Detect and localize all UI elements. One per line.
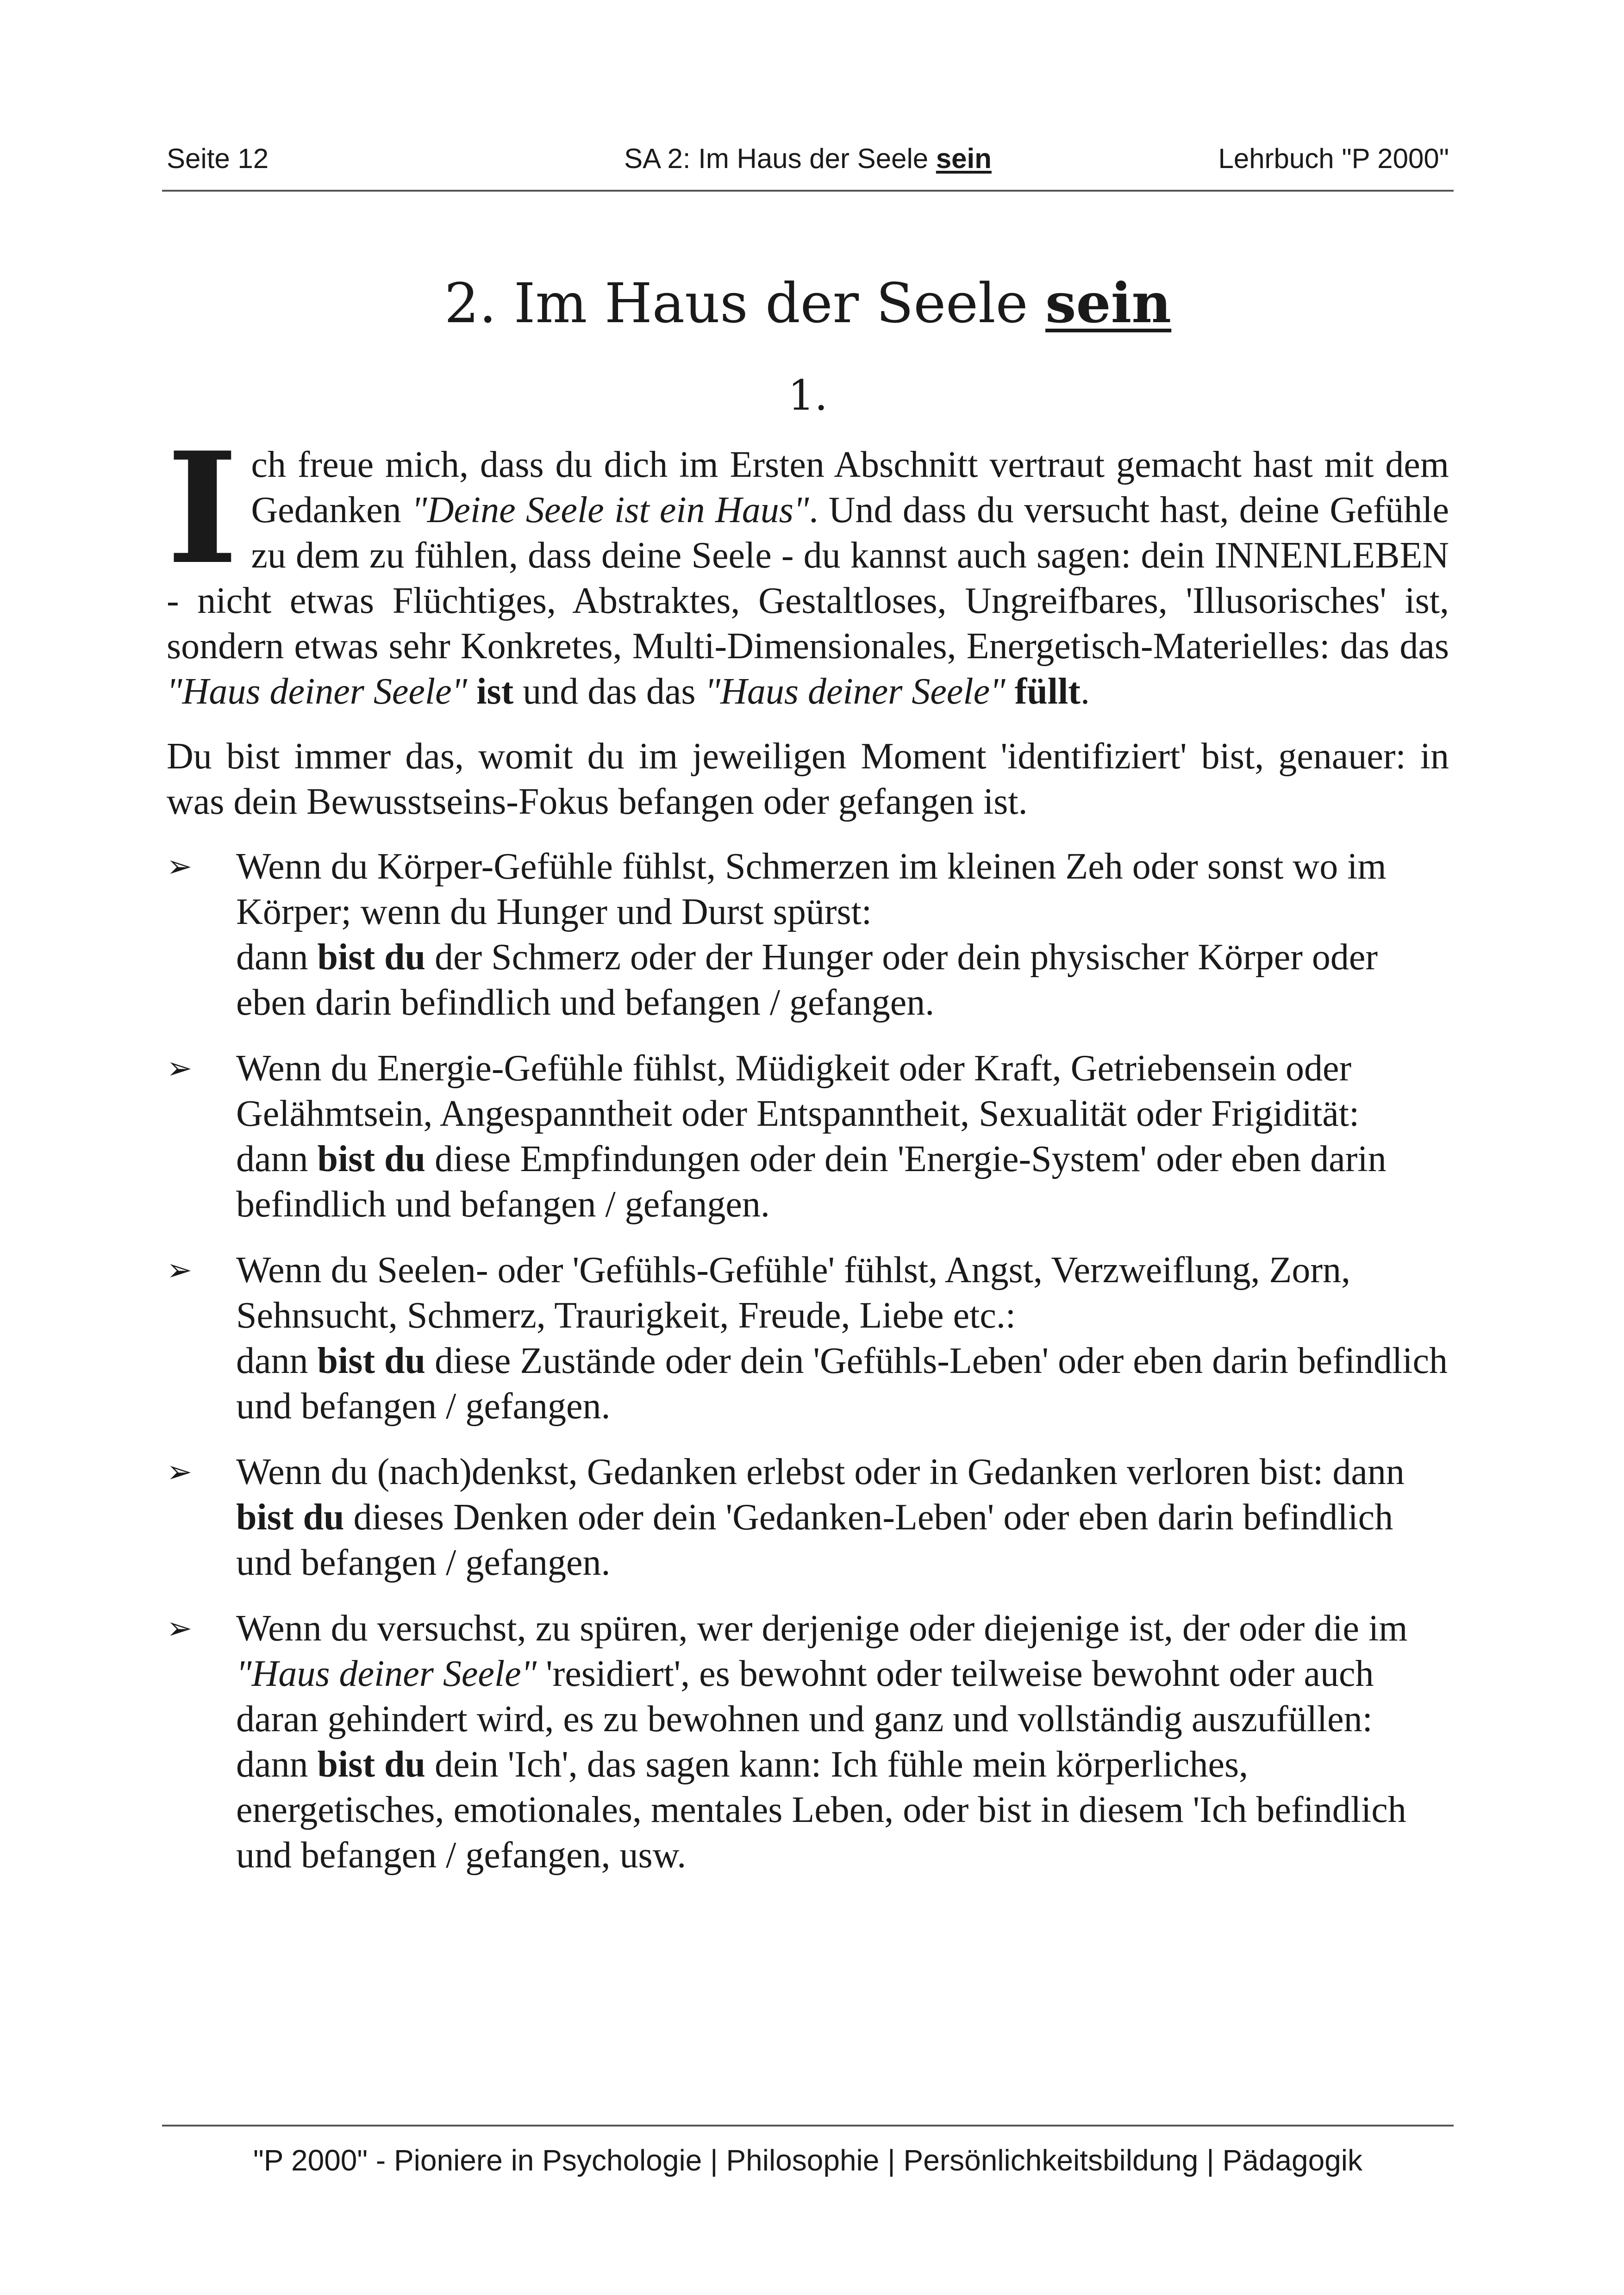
item-text [236,1606,1449,1742]
item-conclusion [236,1742,1449,1878]
item-text: Wenn du Energie-Gefühle fühlst, Müdigkeit oder Kraft, Getriebensein oder Gelähmtsein, Angespanntheit oder Entspanntheit, Sexualität oder Frigidität: [236,1048,1360,1134]
item-bold: bist du [317,1139,425,1179]
intro-text-a: ch freue mich, dass du dich im Ersten Abschnitt vertraut gemacht hast mit dem Gedanken [251,444,1449,530]
item-conclusion [236,935,1449,1025]
list-item [167,1606,1449,1878]
intro-bold-ist: ist [476,671,514,712]
second-paragraph: Du bist immer das, womit du im jeweiligen Moment 'identifiziert' bist, genauer: in was dein Bewusstseins-Fokus befangen oder gefangen ist. [167,736,1449,822]
item-text: Wenn du Seelen- oder 'Gefühls-Gefühle' fühlst, Angst, Verzweiflung, Zorn, Sehnsucht, Schmerz, Traurigkeit, Freude, Liebe etc.: [236,1250,1350,1336]
subsection-number: 1. [788,371,828,420]
item-bold: bist du [317,1341,425,1381]
running-title-emph: sein [936,143,992,174]
intro-text-c: . Und dass du versucht hast, deine Gefühle zu dem zu fühlen, dass deine Seele - du kannst auch sagen: dein INNENLEBEN - nicht etwas Flüchtiges, Abstraktes, Gestaltloses, Ungreifbares, 'Illusorisches' ist, sondern etwas sehr Konkretes, Multi-Dimensionales, Energetisch-Materielles: das das [167,490,1449,667]
arrow-bullet-icon: ➢ [167,848,193,884]
running-title-text: SA 2: Im Haus der Seele [624,143,936,174]
item-pre: dann [236,1139,318,1179]
item-text-a: Wenn du versuchst, zu spüren, wer derjenige oder diejenige ist, der oder die im [236,1608,1408,1649]
item-post: dein 'Ich', das sagen kann: Ich fühle mein körperliches, energetisches, emotionales, mentales Leben, oder bist in diesem 'Ich befindlich und befangen / gefangen, usw. [236,1744,1406,1876]
page-header [162,139,1454,192]
intro-paragraph [167,418,1449,714]
chapter-title-text: 2. Im Haus der Seele [444,271,1046,335]
item-post: der Schmerz oder der Hunger oder dein physischer Körper oder eben darin befindlich und befangen / gefangen. [236,937,1378,1023]
chapter-title [162,268,1454,338]
arrow-bullet-icon: ➢ [167,1454,193,1490]
arrow-bullet-icon: ➢ [167,1252,193,1288]
intro-quote-2: "Haus deiner Seele" [167,671,468,712]
item-text-c: 'residiert', es bewohnt oder teilweise bewohnt oder auch daran gehindert wird, es zu bewohnen und ganz und vollständig auszufüllen: [236,1653,1374,1740]
chapter-title-emph: sein [1045,271,1172,335]
intro-quote-3: "Haus deiner Seele" [705,671,1006,712]
list-item [167,1046,1449,1227]
item-bold: bist du [317,1744,425,1785]
drop-cap: I [167,418,238,598]
item-quote: "Haus deiner Seele" [236,1653,537,1694]
item-conclusion [236,1338,1449,1429]
item-pre: dann [236,937,318,978]
item-pre: dann [236,1341,318,1381]
item-bold: bist du [236,1497,344,1538]
arrow-bullet-icon: ➢ [167,1610,193,1646]
intro-text-f: und das das [513,671,705,712]
intro-text-i: . [1080,671,1090,712]
item-bold: bist du [317,937,425,978]
list-item [167,844,1449,1025]
list-item [167,1247,1449,1429]
arrow-bullet-icon: ➢ [167,1050,193,1086]
body-text [167,418,1449,1898]
book-title: Lehrbuch "P 2000" [1218,143,1449,174]
intro-bold-fuellt: füllt [1014,671,1081,712]
page-number: Seite 12 [167,143,269,174]
item-post: diese Zustände oder dein 'Gefühls-Leben' oder eben darin befindlich und befangen / gefangen. [236,1341,1448,1427]
item-text-a: Wenn du (nach)denkst, Gedanken erlebst oder in Gedanken verloren bist: dann [236,1452,1405,1492]
intro-quote-1: "Deine Seele ist ein Haus" [412,490,809,530]
item-conclusion [236,1136,1449,1227]
item-text [236,1449,1449,1585]
item-text-c: dieses Denken oder dein 'Gedanken-Leben' oder eben darin befindlich und befangen / gefangen. [236,1497,1393,1583]
list-item [167,1449,1449,1585]
item-post: diese Empfindungen oder dein 'Energie-System' oder eben darin befindlich und befangen / gefangen. [236,1139,1387,1225]
page-footer: "P 2000" - Pioniere in Psychologie | Philosophie | Persönlichkeitsbildung | Pädagogik [162,2125,1454,2177]
item-pre: dann [236,1744,318,1785]
item-text: Wenn du Körper-Gefühle fühlst, Schmerzen im kleinen Zeh oder sonst wo im Körper; wenn du Hunger und Durst spürst: [236,846,1387,932]
